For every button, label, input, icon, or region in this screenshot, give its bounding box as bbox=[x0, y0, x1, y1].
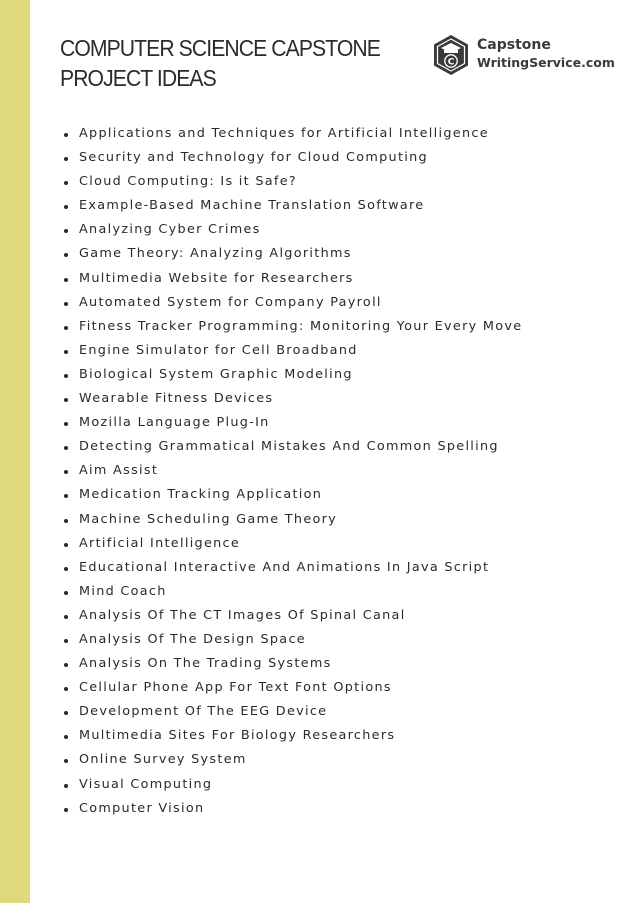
list-item: Example-Based Machine Translation Software bbox=[62, 194, 622, 218]
list-item: Analyzing Cyber Crimes bbox=[62, 218, 622, 242]
list-item: Artificial Intelligence bbox=[62, 532, 622, 556]
list-item: Medication Tracking Application bbox=[62, 483, 622, 507]
list-item: Engine Simulator for Cell Broadband bbox=[62, 339, 622, 363]
list-item: Computer Vision bbox=[62, 797, 622, 821]
side-accent-bar bbox=[0, 0, 30, 903]
list-item: Aim Assist bbox=[62, 459, 622, 483]
title-line-1: COMPUTER SCIENCE CAPSTONE bbox=[60, 35, 380, 61]
list-item: Wearable Fitness Devices bbox=[62, 387, 622, 411]
list-item: Analysis On The Trading Systems bbox=[62, 652, 622, 676]
list-item: Mind Coach bbox=[62, 580, 622, 604]
list-item: Online Survey System bbox=[62, 748, 622, 772]
brand-website: WritingService.com bbox=[477, 55, 615, 70]
list-item: Applications and Techniques for Artificial Intelligence bbox=[62, 122, 622, 146]
list-item: Educational Interactive And Animations In Java Script bbox=[62, 556, 622, 580]
list-item: Analysis Of The CT Images Of Spinal Canal bbox=[62, 604, 622, 628]
list-item: Biological System Graphic Modeling bbox=[62, 363, 622, 387]
list-item: Detecting Grammatical Mistakes And Common Spelling bbox=[62, 435, 622, 459]
list-item: Cellular Phone App For Text Font Options bbox=[62, 676, 622, 700]
title-line-2: PROJECT IDEAS bbox=[60, 65, 216, 91]
list-item: Automated System for Company Payroll bbox=[62, 291, 622, 315]
list-item: Visual Computing bbox=[62, 773, 622, 797]
list-item: Multimedia Website for Researchers bbox=[62, 267, 622, 291]
list-item: Analysis Of The Design Space bbox=[62, 628, 622, 652]
list-item: Development Of The EEG Device bbox=[62, 700, 622, 724]
list-item: Mozilla Language Plug-In bbox=[62, 411, 622, 435]
brand-name: Capstone bbox=[477, 37, 551, 53]
list-item: Cloud Computing: Is it Safe? bbox=[62, 170, 622, 194]
list-item: Game Theory: Analyzing Algorithms bbox=[62, 242, 622, 266]
list-item: Fitness Tracker Programming: Monitoring Your Every Move bbox=[62, 315, 622, 339]
capstone-emblem-icon bbox=[432, 34, 470, 76]
list-item: Machine Scheduling Game Theory bbox=[62, 508, 622, 532]
emblem-letter: C bbox=[447, 57, 455, 68]
page-title bbox=[60, 33, 391, 93]
brand-logo bbox=[432, 34, 622, 76]
list-item: Multimedia Sites For Biology Researchers bbox=[62, 724, 622, 748]
list-item: Security and Technology for Cloud Computing bbox=[62, 146, 622, 170]
project-ideas-list bbox=[62, 122, 622, 821]
